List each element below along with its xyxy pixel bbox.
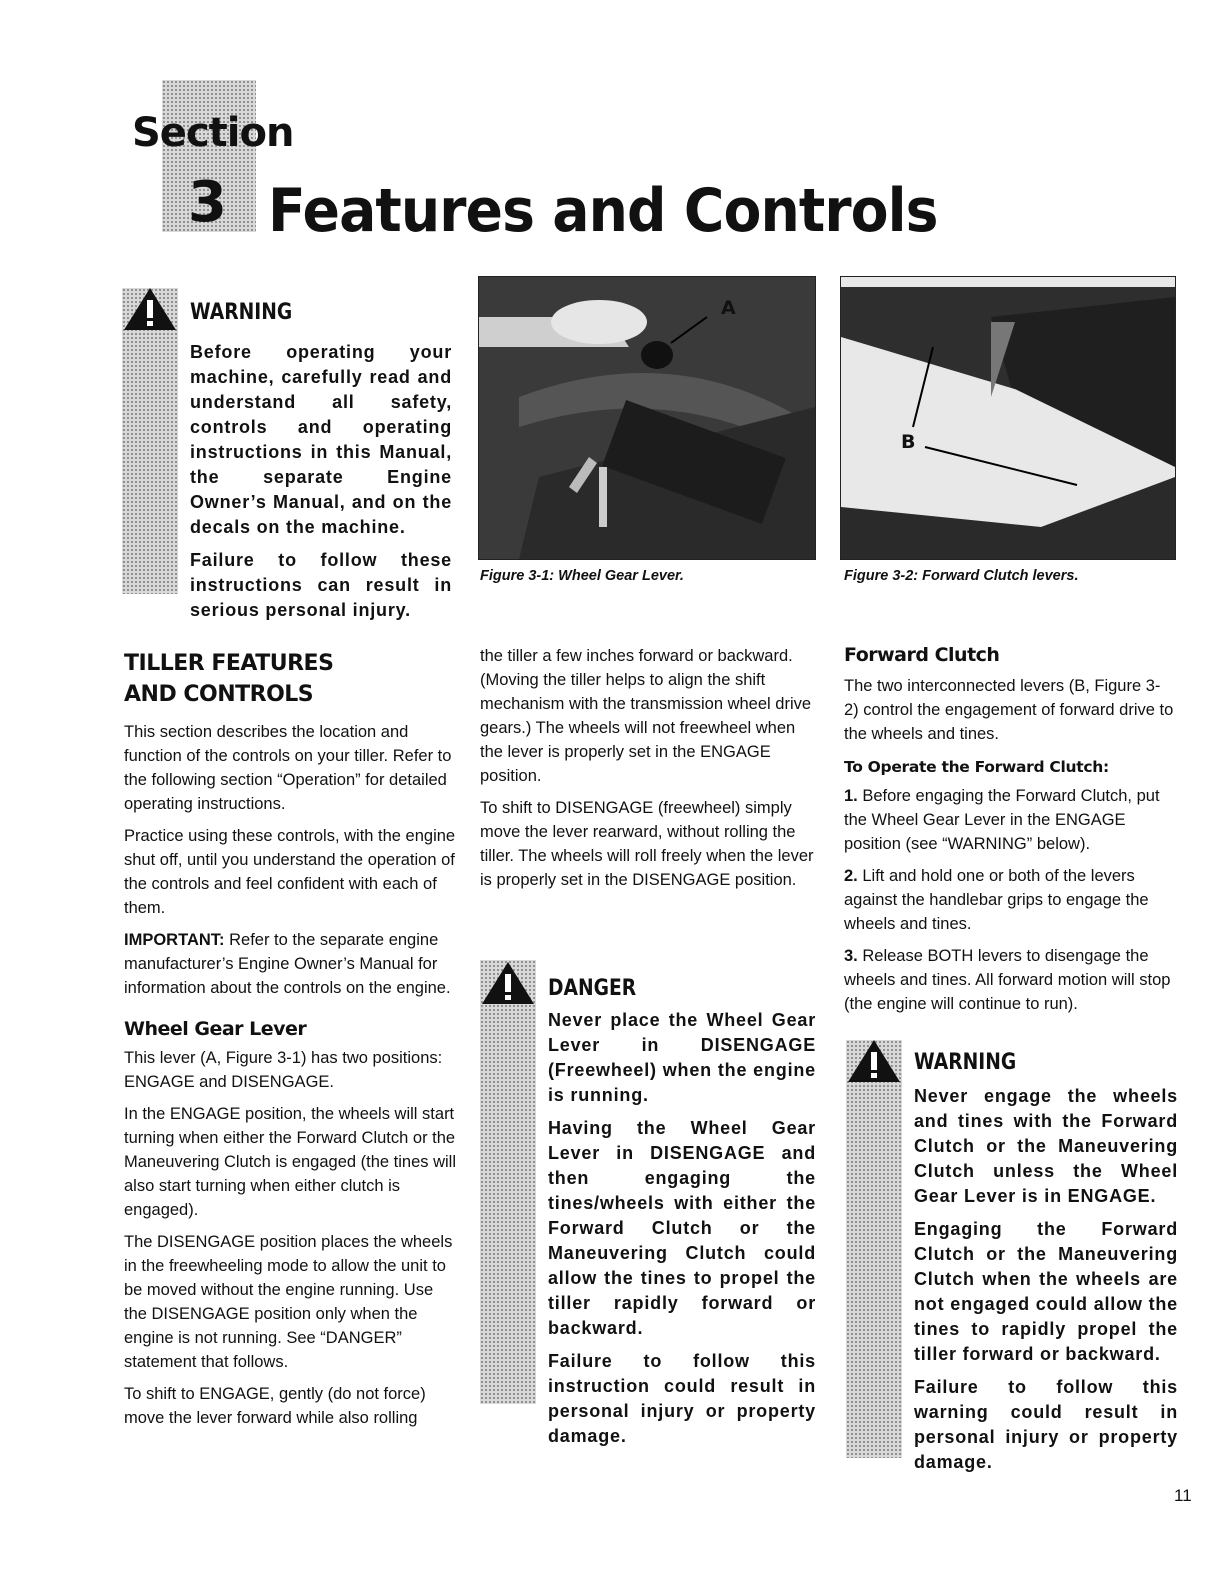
wheel-gear-paragraph: This lever (A, Figure 3-1) has two positions: ENGAGE and DISENGAGE.	[124, 1049, 443, 1091]
warning-top-paragraph: Before operating your machine, carefully read and understand all safety, controls and operating instructions in this Manual, the separate Engine Owner’s Manual, and on the decals on the machine.	[190, 342, 452, 537]
column-2	[480, 644, 820, 900]
danger-body	[548, 1008, 816, 1457]
figure-3-2-photo	[840, 276, 1176, 560]
warning-icon	[846, 1038, 902, 1084]
forward-clutch-levers-illustration	[841, 277, 1175, 559]
forward-clutch-heading: Forward Clutch	[844, 644, 1000, 666]
warning-bottom-body	[914, 1084, 1178, 1483]
section-word: Section	[132, 110, 294, 156]
warning-bottom-stripe	[846, 1040, 902, 1458]
operate-forward-clutch-heading: To Operate the Forward Clutch:	[844, 758, 1109, 776]
warning-bottom-paragraph: Engaging the Forward Clutch or the Maneuvering Clutch when the wheels are not engaged could allow the tines to rapidly propel the tiller forward or backward.	[914, 1219, 1178, 1364]
warning-bottom-heading: WARNING	[914, 1050, 1017, 1075]
shift-engage-paragraph: To shift to ENGAGE, gently (do not force) move the lever forward while also rolling	[124, 1385, 426, 1427]
figure-3-1-label: A	[721, 297, 736, 319]
disengage-paragraph: The DISENGAGE position places the wheels in the freewheeling mode to allow the unit to be moved without the engine running. Use the DISENGAGE position only when the engine is not running. See “DANGER” statement that follows.	[124, 1233, 453, 1371]
danger-paragraph: Having the Wheel Gear Lever in DISENGAGE and then engaging the tines/wheels with either the Forward Clutch or the Maneuvering Clutch could allow the tines to propel the tiller rapidly forward or backward.	[548, 1118, 816, 1338]
step-number: 3.	[844, 947, 858, 965]
figure-3-2-label: B	[901, 431, 915, 453]
step-item	[844, 784, 1174, 856]
column-3	[844, 644, 1174, 1024]
important-text: Refer to the separate engine manufacturer’s Engine Owner’s Manual for information about the controls on the engine.	[124, 931, 451, 997]
step-number: 2.	[844, 867, 858, 885]
figure-3-1-photo	[478, 276, 816, 560]
warning-top-body	[190, 340, 452, 631]
step-text: Lift and hold one or both of the levers against the handlebar grips to engage the wheels and tines.	[844, 867, 1149, 933]
step-text: Before engaging the Forward Clutch, put the Wheel Gear Lever in the ENGAGE position (see “WARNING” below).	[844, 787, 1160, 853]
warning-top-heading: WARNING	[190, 300, 293, 325]
danger-paragraph: Never place the Wheel Gear Lever in DISENGAGE (Freewheel) when the engine is running.	[548, 1010, 816, 1105]
figure-3-2-caption: Figure 3-2: Forward Clutch levers.	[844, 568, 1079, 584]
figure-3-1-caption: Figure 3-1: Wheel Gear Lever.	[480, 568, 684, 584]
wheel-gear-lever-heading: Wheel Gear Lever	[124, 1018, 307, 1040]
page-number: 11	[1174, 1486, 1192, 1505]
page-title: Features and Controls	[268, 176, 938, 246]
step-number: 1.	[844, 787, 858, 805]
column-1	[124, 648, 458, 1438]
practice-paragraph: Practice using these controls, with the engine shut off, until you understand the operation of the controls and feel confident with each of them.	[124, 827, 456, 917]
danger-icon	[480, 960, 536, 1006]
intro-paragraph: This section describes the location and function of the controls on your tiller. Refer to the following section “Operation” for detailed operating instructions.	[124, 723, 452, 813]
warning-icon	[122, 286, 178, 332]
step-item	[844, 944, 1174, 1016]
step-item	[844, 864, 1174, 936]
shift-disengage-paragraph: To shift to DISENGAGE (freewheel) simply move the lever rearward, without rolling the tiller. The wheels will roll freely when the lever is properly set in the DISENGAGE position.	[480, 799, 814, 889]
engage-paragraph: In the ENGAGE position, the wheels will start turning when either the Forward Clutch or the Maneuvering Clutch is engaged (the tines will also start turning when either clutch is engaged).	[124, 1105, 457, 1219]
warning-bottom-paragraph: Failure to follow this warning could result in personal injury or property damage.	[914, 1377, 1178, 1472]
section-heading-line-2: AND CONTROLS	[124, 682, 314, 707]
important-label: IMPORTANT:	[124, 931, 225, 949]
rolling-paragraph: the tiller a few inches forward or backward. (Moving the tiller helps to align the shift mechanism with the transmission wheel drive gears.) The wheels will not freewheel when the lever is properly set in the ENGAGE position.	[480, 647, 812, 785]
section-number: 3	[188, 170, 227, 235]
warning-top-paragraph: Failure to follow these instructions can result in serious personal injury.	[190, 550, 452, 620]
danger-paragraph: Failure to follow this instruction could result in personal injury or property damage.	[548, 1351, 816, 1446]
important-paragraph	[124, 928, 458, 1000]
wheel-gear-lever-illustration	[479, 277, 815, 559]
warning-bottom-paragraph: Never engage the wheels and tines with the Forward Clutch or the Maneuvering Clutch unless the Wheel Gear Lever is in ENGAGE.	[914, 1086, 1178, 1206]
danger-heading: DANGER	[548, 976, 637, 1001]
section-heading-line-1: TILLER FEATURES	[124, 651, 334, 676]
danger-stripe	[480, 960, 536, 1404]
forward-clutch-paragraph: The two interconnected levers (B, Figure 3-2) control the engagement of forward drive to the wheels and tines.	[844, 677, 1174, 743]
step-text: Release BOTH levers to disengage the wheels and tines. All forward motion will stop (the engine will continue to run).	[844, 947, 1171, 1013]
warning-top-stripe	[122, 288, 178, 594]
